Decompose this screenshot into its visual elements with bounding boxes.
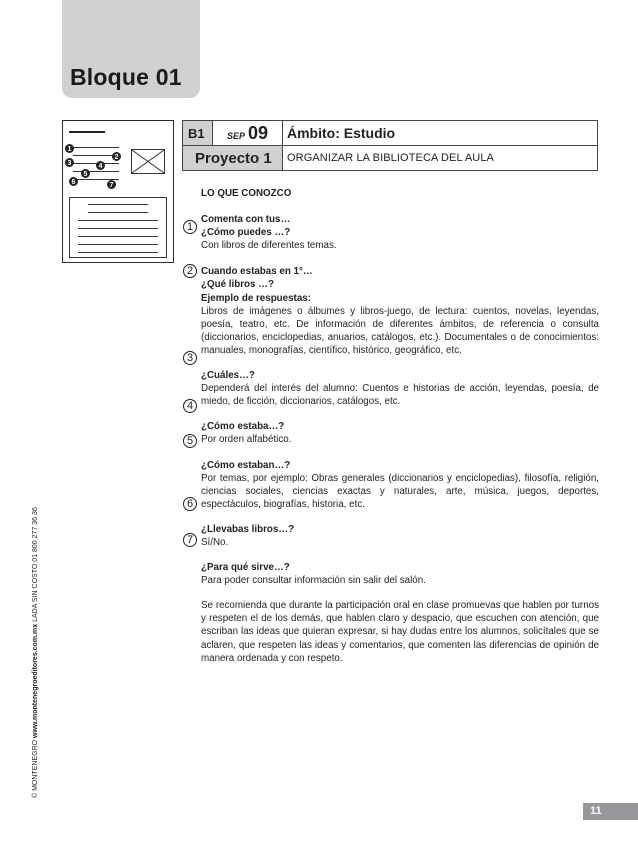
item-1-lead: Comenta con tus… (201, 214, 291, 226)
thumbnail-marker-4: 4 (96, 161, 105, 170)
item-4-answer: Por orden alfabético. (201, 434, 292, 446)
project-label: Proyecto 1 (183, 146, 283, 171)
thumbnail-line (78, 220, 158, 221)
item-number-3: 3 (183, 351, 197, 365)
item-3-question: ¿Cuáles…? (201, 370, 255, 382)
item-2-example-label: Ejemplo de respuestas: (201, 292, 311, 304)
sep-number: 09 (247, 122, 269, 143)
item-2-question: ¿Qué libros …? (201, 279, 274, 291)
item-number-2: 2 (183, 264, 197, 278)
publisher-name: © MONTENEGRO (32, 739, 39, 798)
item-3-answer: Dependerá del interés del alumno: Cuentos e historias de acción, leyendas, poesía, de miedo, de ficción, diccionarios, catálogos, etc. (201, 383, 599, 408)
sep-reference (213, 121, 283, 146)
item-1-answer: Con libros de diferentes temas. (201, 240, 337, 252)
item-2-answer: Libros de imágenes o álbumes y libros-juego, de lectura: cuentos, novelas, leyendas, poesía, teatro, etc. De información de diferentes ámbitos, de referencia o consulta (diccionarios, enciclopedias, anuarios, catálogos, etc.). Documentales o de conocimientos: manuales, monografías, científico, histórico, geográfico, etc. (201, 305, 599, 356)
section-title: LO QUE CONOZCO (201, 188, 292, 199)
item-4-question: ¿Cómo estaba…? (201, 421, 285, 433)
thumbnail-marker-6: 6 (69, 177, 78, 186)
thumbnail-line (78, 228, 158, 229)
item-number-6: 6 (183, 497, 197, 511)
publisher-phone: LADA SIN COSTO 01 800 277 36 36 (32, 507, 39, 622)
thumbnail-line (73, 147, 119, 148)
thumbnail-header-line (69, 131, 105, 133)
ambito-label: Ámbito: Estudio (283, 121, 598, 146)
item-1 (201, 213, 599, 252)
publisher-url: www.montenegroeditores.com.mx (32, 623, 39, 738)
thumbnail-line (88, 212, 148, 213)
closing-recommendation: Se recomienda que durante la participación oral en clase promuevas que hablen por turnos y respeten el de los demás, que hablen claro y despacio, que escuchen con atención, que escriban las ideas que quieran expresar, si hay dudas entre los alumnos, solicítales que se aclaren, que respeten las ideas y comentarios, que comenten las diferencias de opinión de manera ordenada y con respeto. (201, 600, 599, 664)
thumbnail-marker-3: 3 (65, 158, 74, 167)
sep-label: SEP (226, 130, 245, 141)
thumbnail-text-box (69, 197, 167, 258)
main-content (201, 187, 599, 665)
item-2 (201, 265, 599, 357)
item-number-5: 5 (183, 434, 197, 448)
item-6-question: ¿Llevabas libros…? (201, 523, 295, 535)
item-5 (201, 459, 599, 511)
thumbnail-line (78, 236, 158, 237)
item-7-question: ¿Para qué sirve…? (201, 562, 290, 574)
item-6 (201, 523, 599, 549)
item-3 (201, 369, 599, 408)
thumbnail-image-placeholder (131, 149, 165, 174)
item-1-question: ¿Cómo puedes …? (201, 227, 291, 239)
item-number-7: 7 (183, 533, 197, 547)
block-code: B1 (183, 121, 213, 146)
item-number-4: 4 (183, 399, 197, 413)
item-5-answer: Por temas, por ejemplo: Obras generales (diccionarios y enciclopedias), filosofía, religión, ciencias sociales, ciencias exactas y naturales, arte, música, juegos, deportes, espectáculos, biografías, historia, etc. (201, 472, 599, 510)
item-7 (201, 561, 599, 587)
page-number: 11 (590, 805, 602, 817)
thumbnail-marker-2: 2 (112, 152, 121, 161)
thumbnail-marker-7: 7 (107, 180, 116, 189)
thumbnail-line (78, 244, 158, 245)
item-6-answer: Sí/No. (201, 536, 229, 548)
thumbnail-marker-1: 1 (65, 144, 74, 153)
lesson-header-table (182, 120, 598, 171)
thumbnail-marker-5: 5 (81, 169, 90, 178)
item-5-question: ¿Cómo estaban…? (201, 459, 291, 471)
page-layout-thumbnail (62, 120, 174, 263)
thumbnail-line (88, 204, 148, 205)
publisher-side-text (32, 488, 39, 798)
item-2-lead: Cuando estabas en 1°… (201, 266, 313, 278)
item-4 (201, 420, 599, 446)
thumbnail-line (78, 252, 158, 253)
item-number-1: 1 (183, 220, 197, 234)
item-7-answer: Para poder consultar información sin salir del salón. (201, 575, 426, 587)
bloque-title: Bloque 01 (70, 64, 182, 90)
project-title: ORGANIZAR LA BIBLIOTECA DEL AULA (283, 146, 598, 171)
thumbnail-line (73, 171, 119, 172)
